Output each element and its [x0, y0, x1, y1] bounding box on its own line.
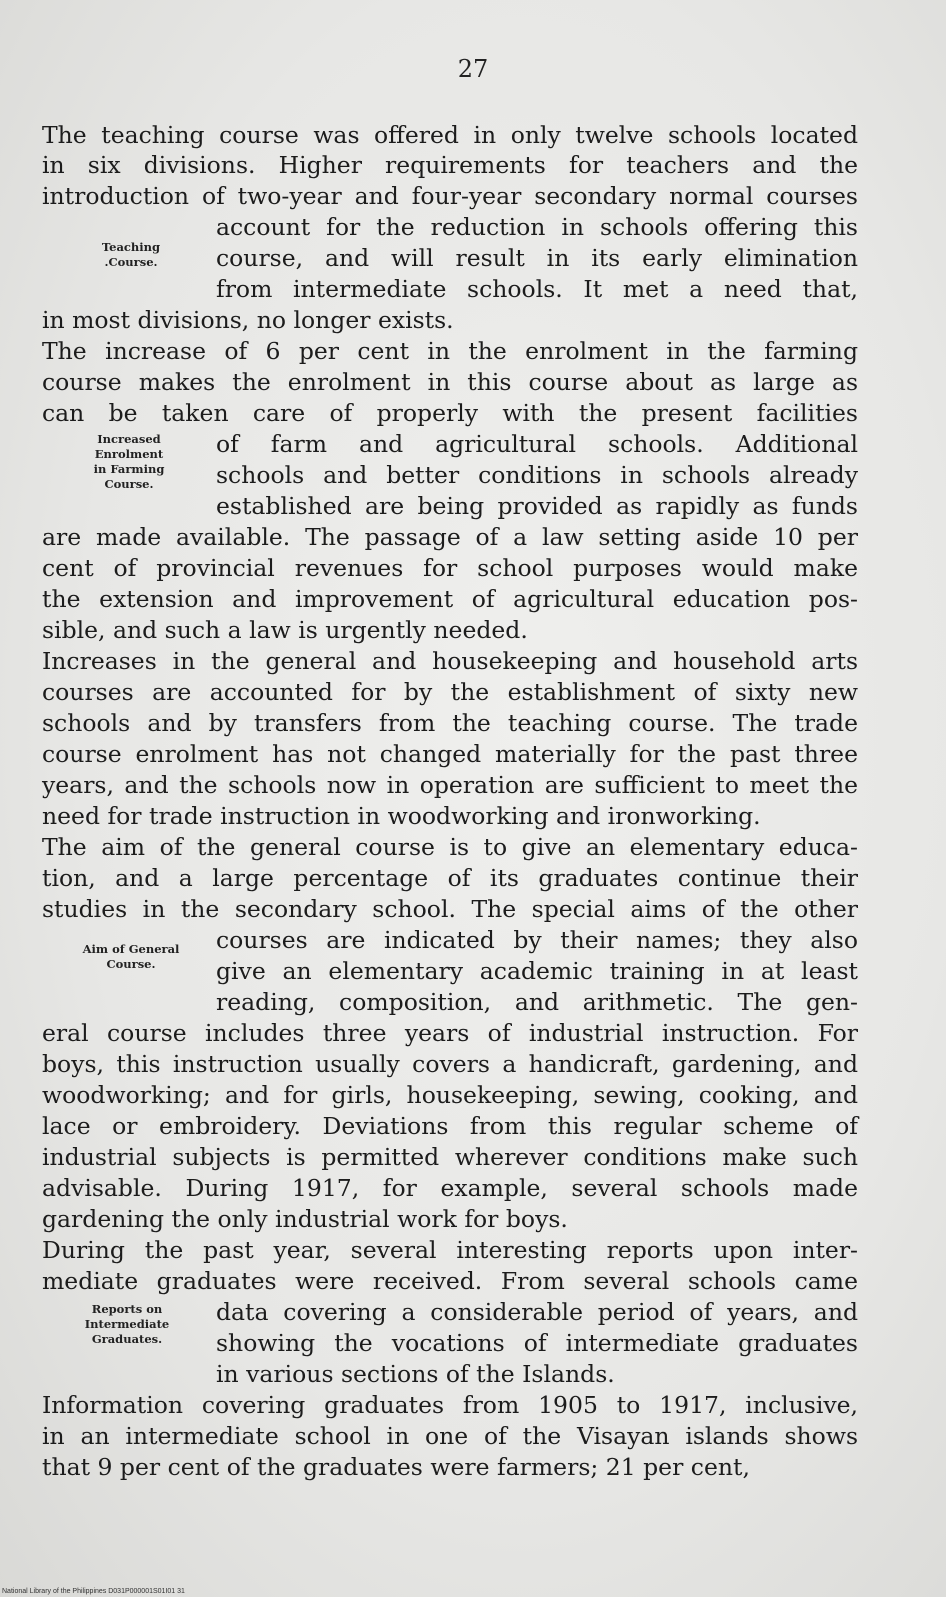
- text-line: The teaching course was offered in only twelve schools located: [42, 121, 858, 149]
- text-line: are made available. The passage of a law setting aside 10 per: [42, 523, 858, 551]
- text-line: of farm and agricultural schools. Additional: [216, 430, 858, 458]
- text-line: studies in the secondary school. The special aims of the other: [42, 895, 858, 923]
- text-line: Increases in the general and housekeeping and household arts: [42, 647, 858, 675]
- margin-note-teaching-course: [76, 240, 186, 270]
- margin-note-line: .Course.: [104, 255, 158, 269]
- text-line: cent of provincial revenues for school purposes would make: [42, 554, 858, 582]
- margin-note-line: Intermediate: [84, 1317, 170, 1331]
- text-line: schools and better conditions in schools already: [216, 461, 858, 489]
- margin-note-general-course: [56, 942, 206, 972]
- text-line: data covering a considerable period of years, and: [216, 1298, 858, 1326]
- text-line: Information covering graduates from 1905 to 1917, inclusive,: [42, 1391, 858, 1419]
- margin-note-farming-course: [70, 432, 188, 492]
- text-line: mediate graduates were received. From several schools came: [42, 1267, 858, 1295]
- margin-note-line: Course.: [106, 957, 156, 971]
- text-line: woodworking; and for girls, housekeeping, sewing, cooking, and: [42, 1081, 858, 1109]
- page-number: 27: [457, 55, 489, 83]
- text-line: The increase of 6 per cent in the enrolment in the farming: [42, 337, 858, 365]
- text-line: schools and by transfers from the teaching course. The trade: [42, 709, 858, 737]
- text-line: showing the vocations of intermediate graduates: [216, 1329, 858, 1357]
- text-line: the extension and improvement of agricultural education pos-: [42, 585, 858, 613]
- text-line: courses are accounted for by the establishment of sixty new: [42, 678, 858, 706]
- margin-note-line: Teaching: [101, 240, 161, 254]
- text-line: that 9 per cent of the graduates were farmers; 21 per cent,: [42, 1453, 750, 1481]
- margin-note-line: in Farming: [93, 462, 165, 476]
- text-line: established are being provided as rapidly as funds: [216, 492, 858, 520]
- text-line: sible, and such a law is urgently needed.: [42, 616, 528, 644]
- text-line: course makes the enrolment in this course about as large as: [42, 368, 858, 396]
- margin-note-line: Aim of General: [82, 942, 180, 956]
- text-line: from intermediate schools. It met a need that,: [216, 275, 858, 303]
- text-line: tion, and a large percentage of its graduates continue their: [42, 864, 858, 892]
- text-line: During the past year, several interesting reports upon inter-: [42, 1236, 858, 1264]
- scan-footer: National Library of the Philippines D031P000001S01I01 31: [2, 1588, 185, 1595]
- margin-note-line: Graduates.: [91, 1332, 163, 1346]
- text-line: lace or embroidery. Deviations from this regular scheme of: [42, 1112, 858, 1140]
- text-line: introduction of two-year and four-year secondary normal courses: [42, 182, 858, 210]
- text-line: eral course includes three years of industrial instruction. For: [42, 1019, 858, 1047]
- margin-note-reports-on-graduates: [62, 1302, 192, 1347]
- text-line: industrial subjects is permitted wherever conditions make such: [42, 1143, 858, 1171]
- text-line: in most divisions, no longer exists.: [42, 306, 454, 334]
- text-line: The aim of the general course is to give an elementary educa-: [42, 833, 858, 861]
- text-line: can be taken care of properly with the present facilities: [42, 399, 858, 427]
- text-line: need for trade instruction in woodworking and ironworking.: [42, 802, 761, 830]
- text-line: boys, this instruction usually covers a handicraft, gardening, and: [42, 1050, 858, 1078]
- margin-note-line: Reports on: [91, 1302, 163, 1316]
- text-line: years, and the schools now in operation are sufficient to meet the: [42, 771, 858, 799]
- margin-note-line: Increased: [97, 432, 161, 446]
- text-line: advisable. During 1917, for example, several schools made: [42, 1174, 858, 1202]
- text-line: in six divisions. Higher requirements for teachers and the: [42, 151, 858, 179]
- text-line: gardening the only industrial work for boys.: [42, 1205, 568, 1233]
- text-line: course, and will result in its early elimination: [216, 244, 858, 272]
- margin-note-line: Enrolment: [94, 447, 164, 461]
- text-line: courses are indicated by their names; they also: [216, 926, 858, 954]
- text-line: in an intermediate school in one of the Visayan islands shows: [42, 1422, 858, 1450]
- text-line: reading, composition, and arithmetic. The gen-: [216, 988, 858, 1016]
- margin-note-line: Course.: [104, 477, 154, 491]
- text-line: account for the reduction in schools offering this: [216, 213, 858, 241]
- text-line: in various sections of the Islands.: [216, 1360, 615, 1388]
- text-line: course enrolment has not changed materially for the past three: [42, 740, 858, 768]
- text-line: give an elementary academic training in at least: [216, 957, 858, 985]
